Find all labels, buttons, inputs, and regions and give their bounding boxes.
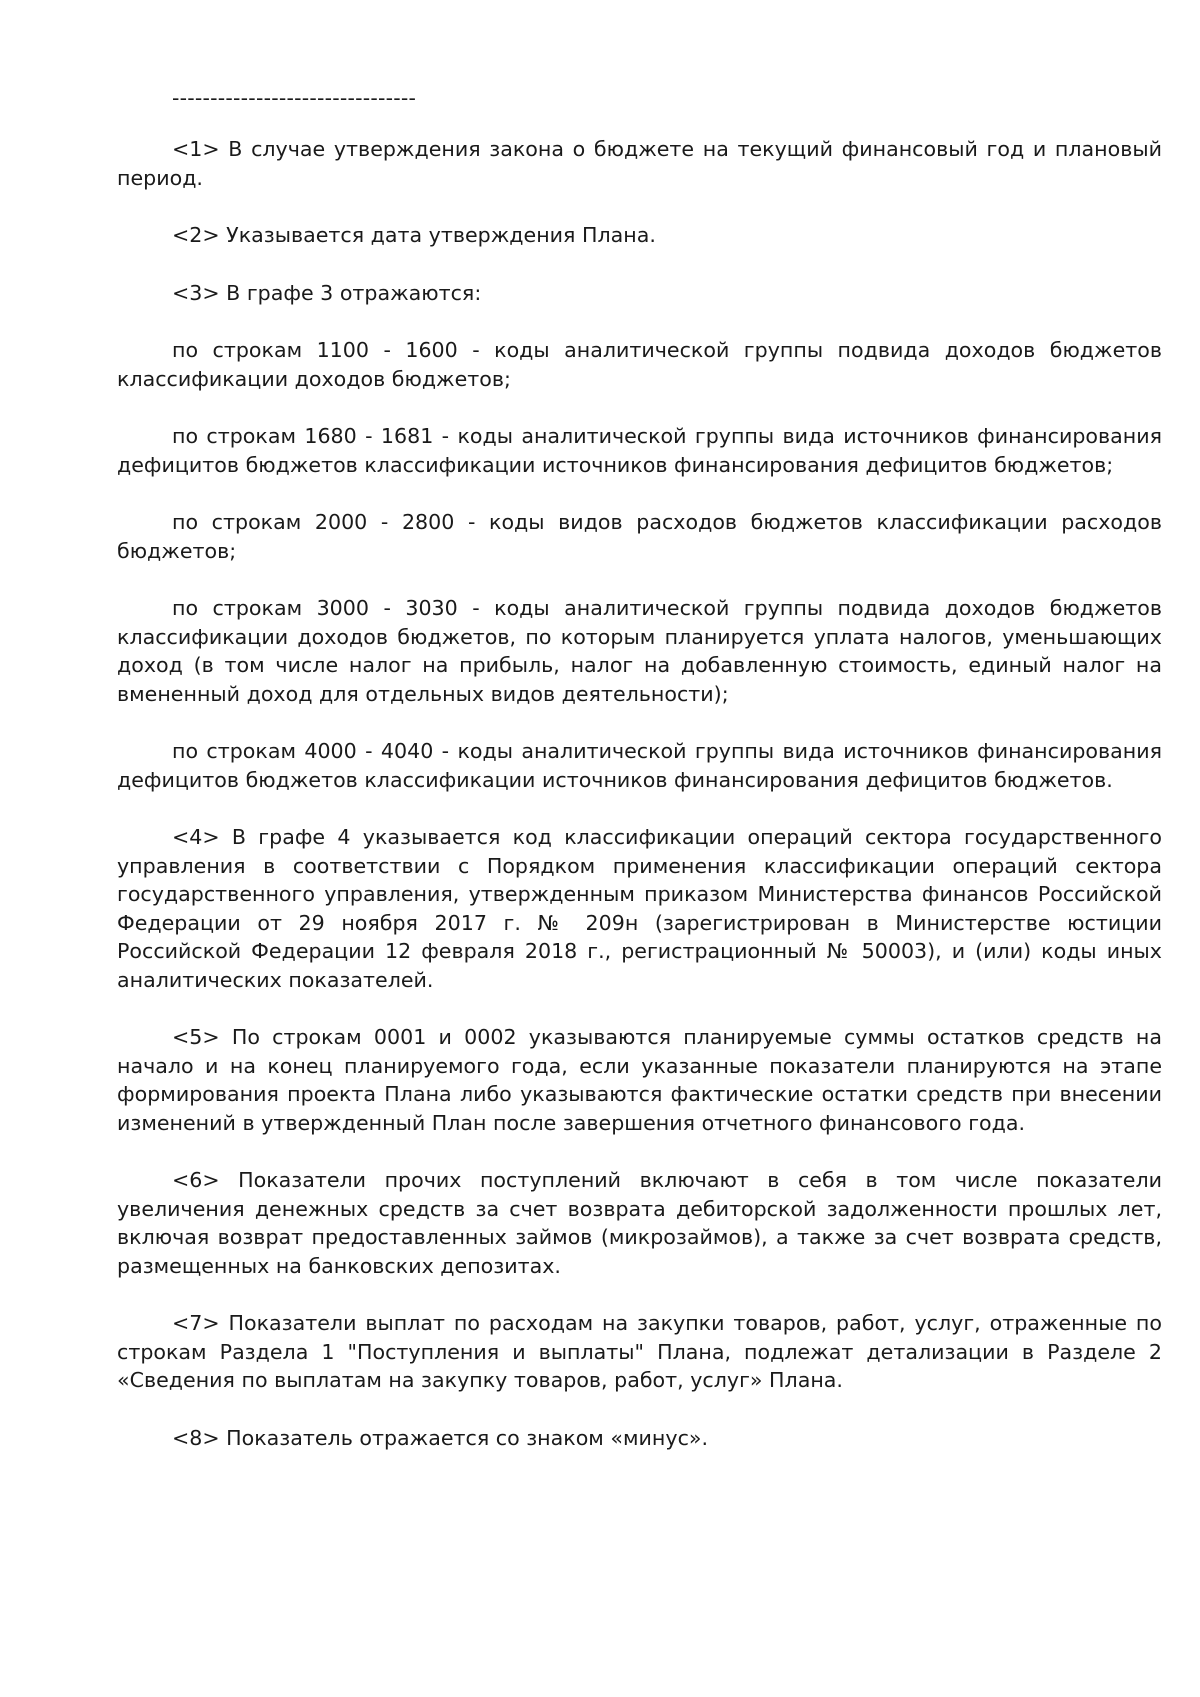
footnote-3: <3> В графе 3 отражаются:	[172, 280, 482, 305]
footnote-5: <5> По строкам 0001 и 0002 указываются планируемые суммы остатков средств на начало и на конец планируемого года, если указанные показатели планируются на этапе формирования проекта Плана либо указываются фактические остатки средств при внесении изменений в утвержденный План после завершения отчетного финансового года.	[117, 1025, 1162, 1135]
footnote-3-item-4000-4040: по строкам 4000 - 4040 - коды аналитической группы вида источников финансирования дефицитов бюджетов классификации источников финансирования дефицитов бюджетов.	[117, 739, 1162, 792]
footnote-8: <8> Показатель отражается со знаком «минус».	[172, 1425, 709, 1450]
footnote-1: <1> В случае утверждения закона о бюджете на текущий финансовый год и плановый период.	[117, 137, 1162, 190]
footnote-7: <7> Показатели выплат по расходам на закупки товаров, работ, услуг, отраженные по строкам Раздела 1 "Поступления и выплаты" Плана, подлежат детализации в Разделе 2 «Сведения по выплатам на закупку товаров, работ, услуг» Плана.	[117, 1311, 1162, 1392]
footnote-3-item-2000-2800: по строкам 2000 - 2800 - коды видов расходов бюджетов классификации расходов бюджетов;	[117, 510, 1162, 563]
footnote-4: <4> В графе 4 указывается код классификации операций сектора государственного управления в соответствии с Порядком применения классификации операций сектора государственного управления, утвержденным приказом Министерства финансов Российской Федерации от 29 ноября 2017 г. № 209н (зарегистрирован в Министерстве юстиции Российской Федерации 12 февраля 2018 г., регистрационный № 50003), и (или) коды иных аналитических показателей.	[117, 825, 1162, 992]
footnote-separator: --------------------------------	[172, 86, 417, 110]
footnote-6: <6> Показатели прочих поступлений включают в себя в том числе показатели увеличения денежных средств за счет возврата дебиторской задолженности прошлых лет, включая возврат предоставленных займов (микрозаймов), а также за счет возврата средств, размещенных на банковских депозитах.	[117, 1168, 1162, 1278]
document-page	[117, 84, 1162, 1481]
footnote-3-item-1100-1600: по строкам 1100 - 1600 - коды аналитической группы подвида доходов бюджетов классификации доходов бюджетов;	[117, 338, 1162, 391]
footnote-3-item-1680-1681: по строкам 1680 - 1681 - коды аналитической группы вида источников финансирования дефицитов бюджетов классификации источников финансирования дефицитов бюджетов;	[117, 424, 1162, 477]
footnote-3-item-3000-3030: по строкам 3000 - 3030 - коды аналитической группы подвида доходов бюджетов классификации доходов бюджетов, по которым планируется уплата налогов, уменьшающих доход (в том числе налог на прибыль, налог на добавленную стоимость, единый налог на вмененный доход для отдельных видов деятельности);	[117, 596, 1162, 706]
footnote-2: <2> Указывается дата утверждения Плана.	[172, 223, 656, 247]
